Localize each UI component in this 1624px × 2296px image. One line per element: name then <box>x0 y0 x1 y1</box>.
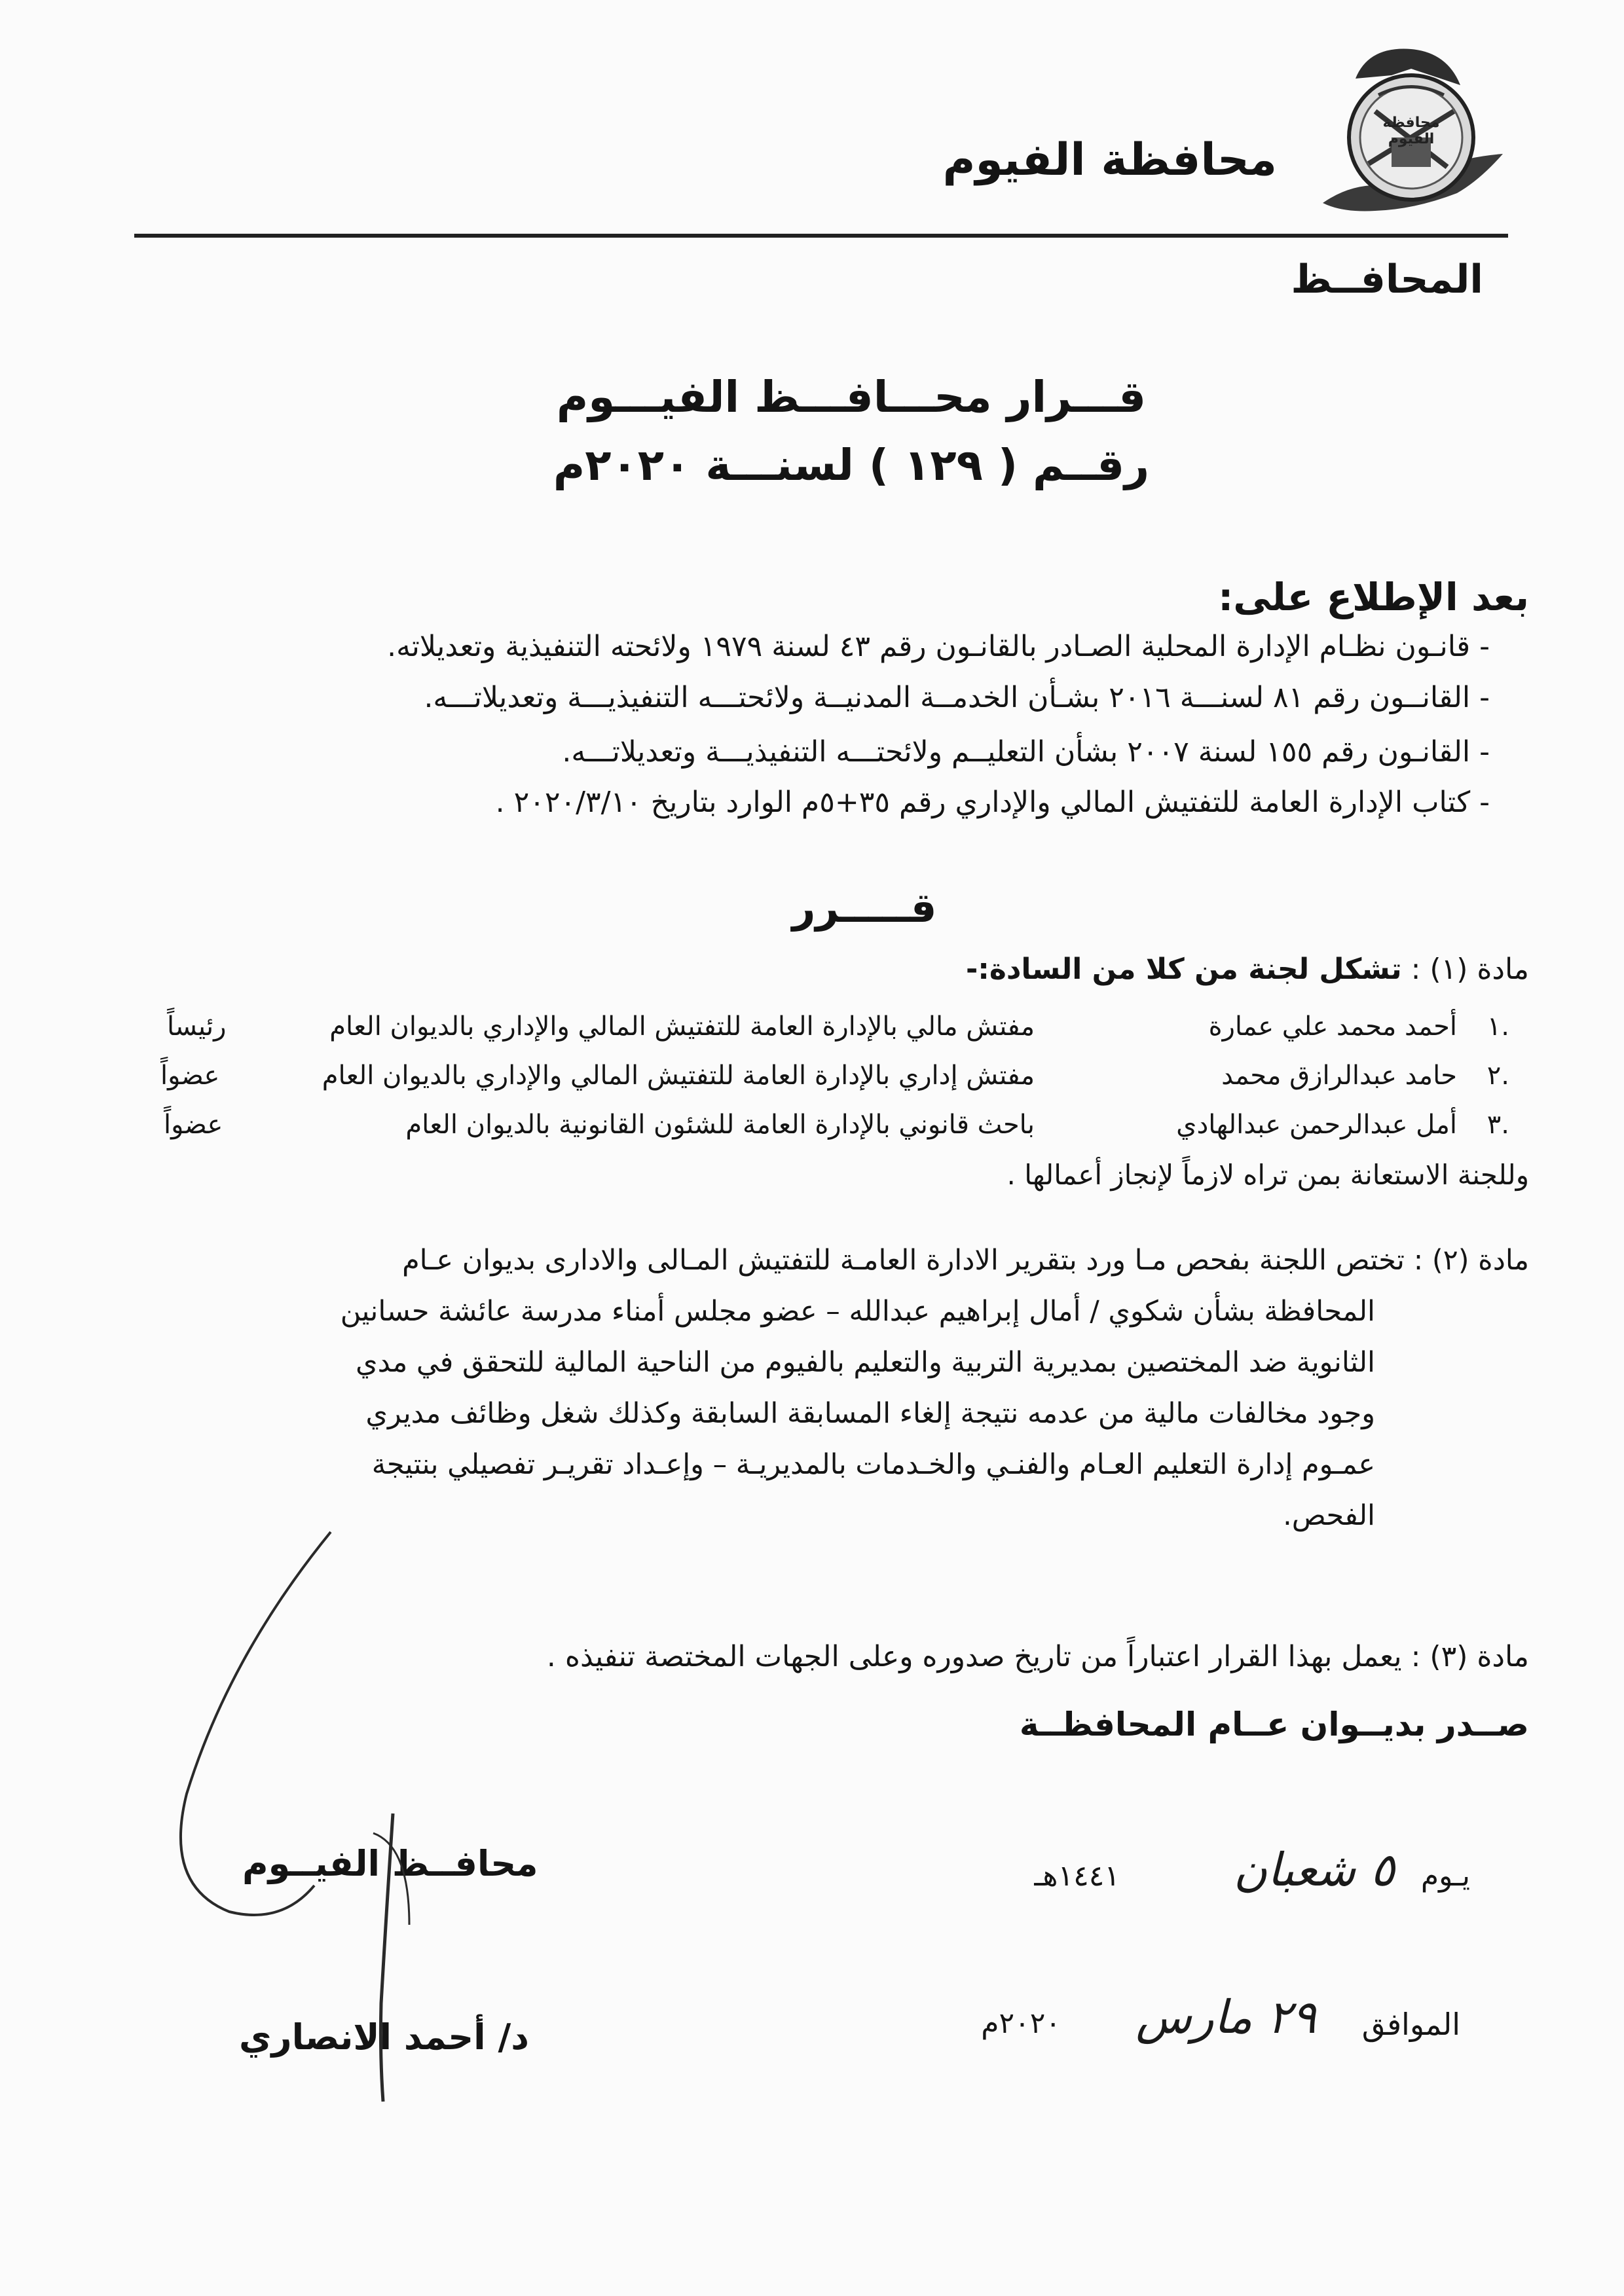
signature-title: محافــظ الفيــوم <box>242 1843 538 1884</box>
article3-text: يعمل بهذا القرار اعتباراً من تاريخ صدوره وعلى الجهات المختصة تنفيذه . <box>546 1640 1402 1673</box>
article2-line: وجود مخالفات مالية من عدمه نتيجة إلغاء المسابقة السابقة وكذلك شغل وظائف مديري <box>365 1397 1375 1430</box>
article1-label: مادة (١) : <box>1411 953 1529 986</box>
member-number: ٢. <box>1486 1061 1509 1091</box>
issued-line: صــدر بديــوان عــام المحافظــة <box>1019 1705 1529 1743</box>
header-divider <box>134 234 1508 238</box>
member-role: باحث قانوني بالإدارة العامة للشئون القانونية بالديوان العام <box>405 1110 1035 1140</box>
signatory-name: د/ أحمد الانصاري <box>239 2016 529 2058</box>
logo-text: محافظة الفيوم <box>1382 115 1440 147</box>
article2-line: المحافظة بشأن شكوي / أمال إبراهيم عبدالله – عضو مجلس أمناء مدرسة عائشة حسانين <box>340 1295 1375 1328</box>
member-number: ٣. <box>1486 1110 1509 1140</box>
member-position: رئيساً <box>167 1011 227 1042</box>
decision-heading: قـــــرر <box>792 884 937 932</box>
preamble-item: - قانـون نظـام الإدارة المحلية الصـادر بالقانـون رقم ٤٣ لسنة ١٩٧٩ ولائحته التنفيذية وتعديلاته. <box>387 630 1490 663</box>
member-name: حامد عبدالرازق محمد <box>1221 1061 1457 1091</box>
gregorian-year: ٢٠٢٠م <box>981 2007 1061 2040</box>
hijri-year: ١٤٤١هـ <box>1034 1859 1120 1893</box>
preamble-heading: بعد الإطلاع على: <box>1218 575 1529 619</box>
decision-number: رقــم ( ١٢٩ ) لسنـــة ٢٠٢٠م <box>553 440 1150 490</box>
article2-line: الثانوية ضد المختصين بمديرية التربية والتعليم بالفيوم من الناحية المالية للتحقق في مدي <box>355 1346 1375 1379</box>
member-number: ١. <box>1486 1011 1509 1042</box>
handwritten-signature <box>151 1519 426 2108</box>
article2-lead: تختص اللجنة بفحص مـا ورد بتقرير الادارة العامـة للتفتيش المـالى والادارى بديوان عـام <box>402 1244 1405 1277</box>
hijri-date-handwritten: ٥ شعبان <box>1233 1843 1395 1897</box>
office-title: المحافــظ <box>1291 257 1483 302</box>
governorate-logo <box>1316 39 1506 223</box>
governorate-name: محافظة الفيوم <box>942 134 1277 186</box>
decision-title: قـــرار محـــافـــظ الفيـــوم <box>556 372 1147 422</box>
article1-heading: تشكل لجنة من كلا من السادة:- <box>965 953 1402 986</box>
member-role: مفتش مالي بالإدارة العامة للتفتيش المالي والإداري بالديوان العام <box>329 1011 1035 1042</box>
preamble-item: - القانــون رقم ٨١ لسنـــة ٢٠١٦ بشـأن الخدمــة المدنيــة ولائحتـــه التنفيذيـــة وتعديلاتـــه. <box>424 681 1490 714</box>
preamble-item: - القانـون رقم ١٥٥ لسنة ٢٠٠٧ بشأن التعليــم ولائحتـــه التنفيذيـــة وتعديلاتـــه. <box>562 735 1490 769</box>
gregorian-date-handwritten: ٢٩ مارس <box>1135 1990 1316 2044</box>
member-position: عضواً <box>164 1110 223 1140</box>
article1 <box>966 953 1529 986</box>
day-label: يـوم <box>1420 1859 1470 1893</box>
article2-line: الفحص. <box>1283 1499 1375 1532</box>
article3 <box>547 1640 1529 1673</box>
corresponding-label: الموافق <box>1361 2007 1460 2042</box>
member-name: أحمد محمد علي عمارة <box>1208 1011 1457 1042</box>
article2-label: مادة (٢) : <box>1413 1244 1529 1277</box>
member-role: مفتش إداري بالإدارة العامة للتفتيش المالي والإداري بالديوان العام <box>322 1061 1035 1091</box>
article3-label: مادة (٣) : <box>1411 1640 1529 1673</box>
article2-line: عمـوم إدارة التعليم العـام والفنـي والخـدمات بالمديريـة – وإعـداد تقريـر تفصيلي بنتيجة <box>371 1448 1375 1481</box>
member-position: عضواً <box>160 1061 220 1091</box>
article2-first-line <box>118 1244 1529 1277</box>
preamble-item: - كتاب الإدارة العامة للتفتيش المالي والإداري رقم ٣٥+٥م الوارد بتاريخ ٢٠٢٠/٣/١٠ . <box>495 786 1490 819</box>
article1-note: وللجنة الاستعانة بمن تراه لازماً لإنجاز أعمالها . <box>1006 1159 1529 1191</box>
member-name: أمل عبدالرحمن عبدالهادي <box>1176 1110 1457 1140</box>
